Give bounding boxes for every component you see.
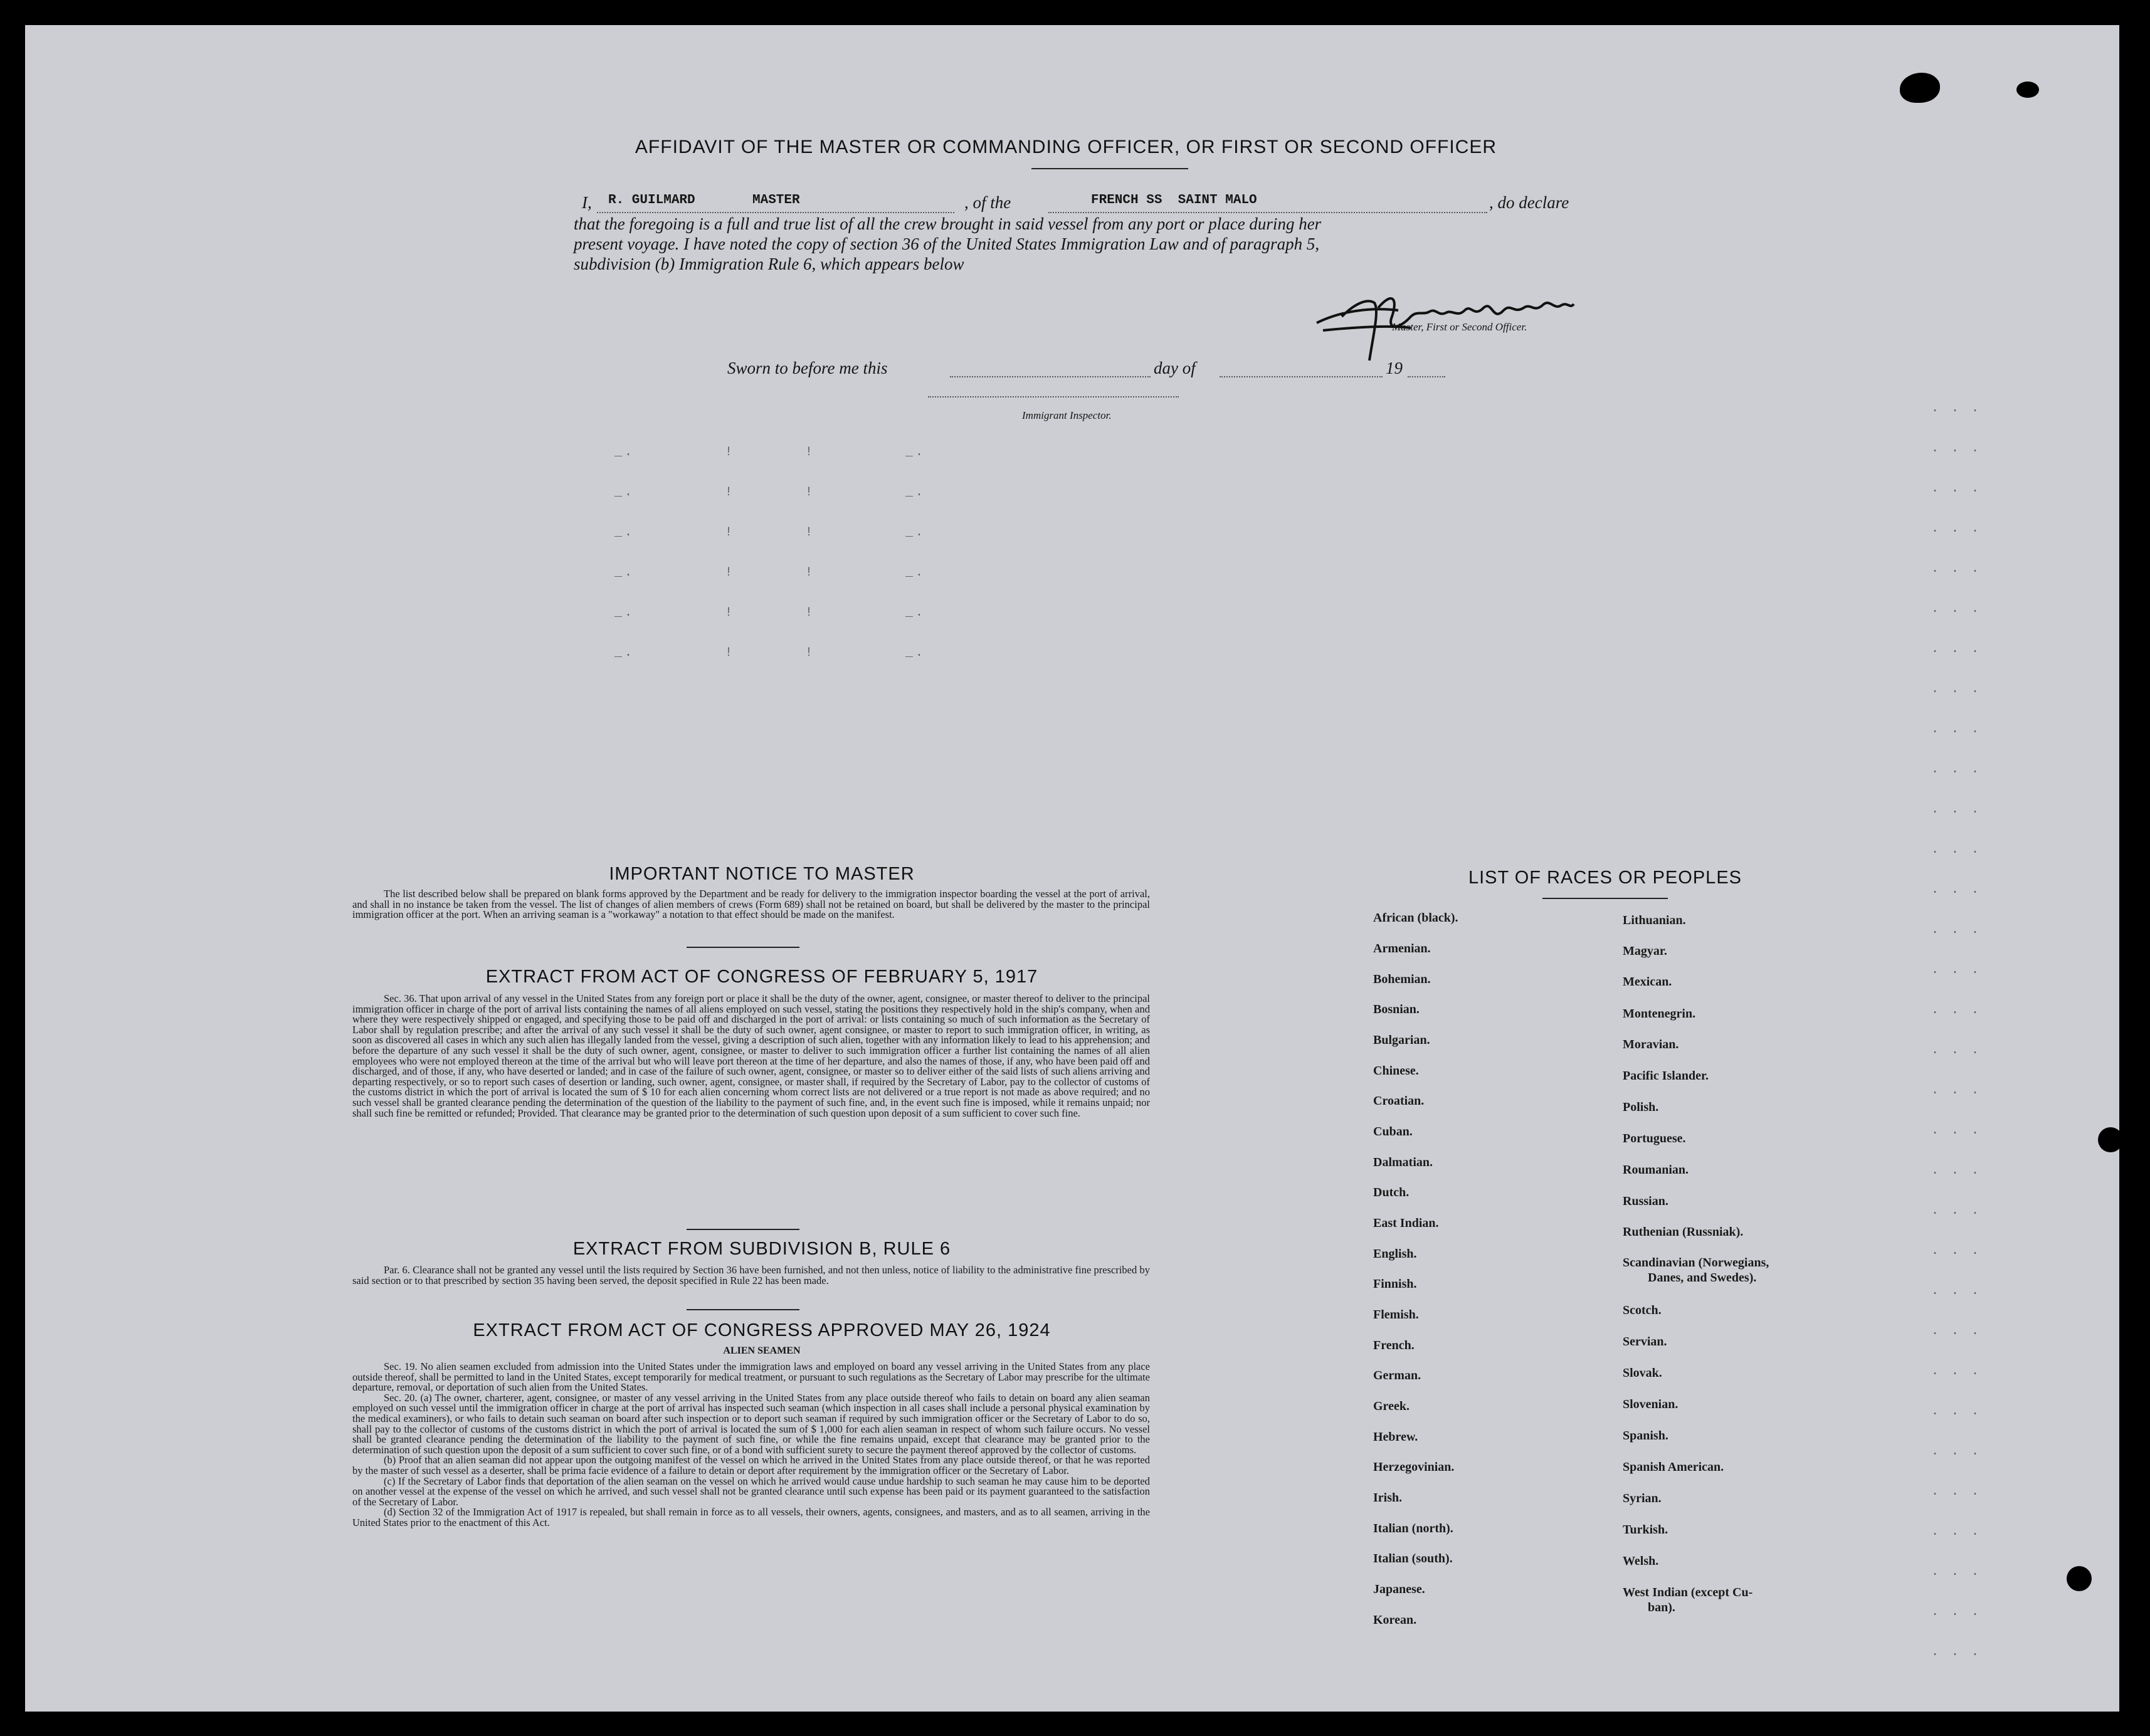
race-magyar: Magyar. xyxy=(1623,944,1667,958)
race-spanish: Spanish. xyxy=(1623,1429,1668,1443)
race-scandinavian: Scandinavian (Norwegians, xyxy=(1623,1256,1769,1270)
ink-blot-small xyxy=(2016,82,2039,98)
race-greek: Greek. xyxy=(1373,1399,1410,1413)
alien-seamen-subtitle: ALIEN SEAMEN xyxy=(723,1345,801,1356)
race-pacific-islander: Pacific Islander. xyxy=(1623,1069,1709,1083)
punch-hole-lower xyxy=(2067,1566,2092,1591)
sec-20a-text: Sec. 20. (a) The owner, charterer, agent, consignee, or master of any vessel arriving in the United States from any place outside thereof who fails to detain on board any alien seaman employed on such vessel until the immigration officer in charge at the port of arrival has inspected such seaman (which inspection in all cases shall include a personal physical examination by the medical examiners), or who fails to detain such seaman on board after such inspection or to deport such seaman if required by such immigration officer or the Secretary of Labor to do so, shall pay to the collector of customs of the customs district in which the port of arrival is located the sum of $ 1,000 for each alien seaman in respect of whom such failure occurs. No vessel shall be granted clearance pending the determination of the liability to the payment of such fine, or while the fine remains unpaid, except that clearance may be granted prior to the determination of such question upon the deposit of a sum sufficient to cover such fine, or of a bond with sufficient surety to secure the payment thereof approved by the collector of customs. xyxy=(352,1391,1150,1456)
race-japanese: Japanese. xyxy=(1373,1582,1425,1596)
signature-caption: Master, First or Second Officer. xyxy=(1392,321,1527,333)
races-rule xyxy=(1542,898,1668,899)
vessel-line xyxy=(1048,212,1487,213)
race-irish: Irish. xyxy=(1373,1491,1403,1505)
race-west-indian: West Indian (except Cu- xyxy=(1623,1586,1753,1599)
race-dalmatian: Dalmatian. xyxy=(1373,1155,1433,1169)
extract-1924-body xyxy=(352,1362,1150,1528)
races-title: LIST OF RACES OR PEOPLES xyxy=(1468,868,1742,888)
race-dutch: Dutch. xyxy=(1373,1186,1410,1199)
do-declare-label: , do declare xyxy=(1489,193,1569,212)
sec-20b-text: (b) Proof that an alien seaman did not appear upon the outgoing manifest of the vessel on which he arrived in the United States from any place outside thereof, or that he was reported by the master of such vessel as a deserter, shall be prima facie evidence of a failure to detain or deport after requirement by the immigration officer or the Secretary of Labor. xyxy=(352,1454,1150,1476)
race-bosnian: Bosnian. xyxy=(1373,1002,1420,1016)
affidavit-line-2: that the foregoing is a full and true list of all the crew brought in said vessel from any port or place during her xyxy=(574,214,1322,233)
year-line xyxy=(1408,376,1445,377)
sec-19-text: Sec. 19. No alien seamen excluded from admission into the United States under the immigration laws and employed on board any vessel arriving in the United States from any place outside thereof, shall be permitted to land in the United States, except temporarily for medical treatment, or pursuant to such regulations as the Secretary of Labor may prescribe for the ultimate departure, removal, or deportation of such alien from the United States. xyxy=(352,1360,1150,1394)
column-marks: _. ! ! _. _. ! ! _. _. ! ! _. _. ! ! _. _. ! ! _. _. ! ! _. xyxy=(614,445,926,660)
document-page xyxy=(25,25,2119,1712)
title-underline xyxy=(1031,168,1188,169)
rule6-text: Par. 6. Clearance shall not be granted any vessel until the lists required by Section 36 have been furnished, and not then unless, notice of liability to the administrative fine prescribed by said section or to that prescribed by section 35 having been served, the deposit specified in Rule 22 has been made. xyxy=(352,1264,1150,1286)
race-croatian: Croatian. xyxy=(1373,1094,1425,1108)
race-armenian: Armenian. xyxy=(1373,942,1431,955)
master-name: R. GUILMARD xyxy=(608,193,695,208)
race-west-indian-cont: ban). xyxy=(1648,1601,1675,1614)
notice-text: The list described below shall be prepared on blank forms approved by the Department and be ready for delivery to the immigration inspector boarding the vessel at the port of arrival, and shall in no instance be taken from the vessel. The list of changes of alien members of crews (Form 689) shall not be retained on board, but shall be delivered by the master to the principal immigration officer at the port. When an arriving seaman is a "workaway" a notation to that effect should be made on the manifest. xyxy=(352,888,1150,921)
affidavit-title: AFFIDAVIT OF THE MASTER OR COMMANDING OFFICER, OR FIRST OR SECOND OFFICER xyxy=(635,137,1497,157)
vessel-name: FRENCH SS SAINT MALO xyxy=(1091,193,1257,208)
race-english: English. xyxy=(1373,1247,1417,1261)
race-welsh: Welsh. xyxy=(1623,1554,1659,1568)
race-chinese: Chinese. xyxy=(1373,1064,1419,1078)
extract-1924-title: EXTRACT FROM ACT OF CONGRESS APPROVED MAY 26, 1924 xyxy=(473,1320,1051,1340)
punch-hole-upper xyxy=(2098,1127,2123,1152)
extract-1917-title: EXTRACT FROM ACT OF CONGRESS OF FEBRUARY 5, 1917 xyxy=(485,967,1038,987)
rule6-title: EXTRACT FROM SUBDIVISION B, RULE 6 xyxy=(572,1239,951,1259)
affidavit-line-4: subdivision (b) Immigration Rule 6, which appears below xyxy=(574,255,964,273)
race-turkish: Turkish. xyxy=(1623,1523,1668,1537)
sworn-label: Sworn to before me this xyxy=(727,359,888,377)
affidavit-line-3: present voyage. I have noted the copy of section 36 of the United States Immigration Law and of paragraph 5, xyxy=(574,234,1320,253)
race-roumanian: Roumanian. xyxy=(1623,1163,1689,1177)
race-polish: Polish. xyxy=(1623,1100,1659,1114)
race-portuguese: Portuguese. xyxy=(1623,1132,1686,1145)
race-mexican: Mexican. xyxy=(1623,975,1672,989)
race-flemish: Flemish. xyxy=(1373,1308,1419,1322)
sworn-day-line xyxy=(950,376,1151,377)
sec-20c-text: (c) If the Secretary of Labor finds that deportation of the alien seaman on the vessel on which he arrived would cause undue hardship to such seaman he may cause him to be deported on another vessel at the expense of the vessel on which he arrived, and such vessel shall not be granted clearance until such expense has been paid or its payment guaranteed to the satisfaction of the Secretary of Labor. xyxy=(352,1475,1150,1508)
race-italian-south: Italian (south). xyxy=(1373,1552,1453,1565)
race-spanish-american: Spanish American. xyxy=(1623,1460,1724,1474)
master-signature xyxy=(1304,273,1630,367)
day-of-label: day of xyxy=(1154,359,1196,377)
race-french: French. xyxy=(1373,1339,1415,1352)
extract-1917-text: Sec. 36. That upon arrival of any vessel in the United States from any foreign port or place it shall be the duty of the owner, agent, consignee, or master thereof to deliver to the principal immigration officer in charge of the port of arrival lists containing the names of all aliens employed on such vessel, stating the positions they respectively hold in the ship's company, when and where they were respectively shipped or engaged, and specifying those to be paid off and discharged in the port of arrival: or lists containing so much of such information as the Secretary of Labor shall by regulation prescribe; and after the arrival of any such vessel it shall be the duty of such owner, agent consignee, or master to report to such immigration officer, in writing, as soon as discovered all cases in which any such alien has illegally landed from the vessel, giving a description of such alien, together with any information likely to lead to his apprehension; and before the departure of any such vessel it shall be the duty of such owner, agent, consignee, or master to deliver to such immigration officer a further list containing the names of all alien employees who were not employed thereon at the time of the arrival but who will leave port thereon at the time of her departure, and also the names of those, if any, who have been paid off and discharged, and of those, if any, who have deserted or landed; and in case of the failure of such owner, agent, consignee, or master so to deliver either of the said lists of such aliens arriving and departing respectively, or so to report such cases of desertion or landing, such owner, agent, consignee, or master shall, if required by the Secretary of Labor, pay to the collector of customs of the customs district in which the port of arrival is located the sum of $ 10 for each alien concerning whom correct lists are not delivered or a true report is not made as above required; and no such vessel shall be granted clearance pending the determination of the question of the liability to the payment of such fine, and, in the event such fine is imposed, while it remains unpaid; nor shall such fine be remitted or refunded; Provided. That clearance may be granted prior to the determination of such question upon deposit of a sum sufficient to cover such fine. xyxy=(352,992,1150,1119)
race-cuban: Cuban. xyxy=(1373,1125,1413,1139)
race-herzegovinian: Herzegovinian. xyxy=(1373,1460,1455,1474)
notice-title: IMPORTANT NOTICE TO MASTER xyxy=(609,864,915,884)
ink-blot xyxy=(1900,73,1940,103)
right-column-marks: . . . . . . . . . . . . . . . . . . . . . . . . . . . . . . . . . . . . . . . . . . . . . . . . . . . . . . . . . . . . . . . . . . . . . . . . . . . . . . . . . . . . . . . . . . . . . . . . xyxy=(1931,401,1982,1660)
race-slovenian: Slovenian. xyxy=(1623,1397,1678,1411)
race-italian-north: Italian (north). xyxy=(1373,1522,1453,1535)
race-montenegrin: Montenegrin. xyxy=(1623,1007,1696,1021)
race-bulgarian: Bulgarian. xyxy=(1373,1033,1430,1047)
race-bohemian: Bohemian. xyxy=(1373,972,1431,986)
race-scandinavian-cont: Danes, and Swedes). xyxy=(1648,1271,1757,1285)
race-scotch: Scotch. xyxy=(1623,1303,1662,1317)
inspector-line xyxy=(928,396,1179,397)
of-the-label: , of the xyxy=(964,193,1011,212)
master-rank: MASTER xyxy=(752,193,800,208)
race-syrian: Syrian. xyxy=(1623,1491,1662,1505)
race-hebrew: Hebrew. xyxy=(1373,1430,1418,1444)
sworn-month-line xyxy=(1220,376,1383,377)
i-label: I, xyxy=(582,193,592,212)
name-line xyxy=(597,212,954,213)
extract-1917-rule xyxy=(687,1229,799,1230)
race-moravian: Moravian. xyxy=(1623,1038,1679,1051)
race-finnish: Finnish. xyxy=(1373,1277,1417,1291)
sec-20d-text: (d) Section 32 of the Immigration Act of 1917 is repealed, but shall remain in force as to all vessels, their owners, agents, consignees, and masters, and as to all seamen, arriving in the United States prior to the enactment of this Act. xyxy=(352,1506,1150,1528)
race-korean: Korean. xyxy=(1373,1613,1417,1627)
year-label: 19 xyxy=(1386,359,1403,377)
race-slovak: Slovak. xyxy=(1623,1366,1662,1380)
race-lithuanian: Lithuanian. xyxy=(1623,913,1686,927)
race-east-indian: East Indian. xyxy=(1373,1216,1439,1230)
inspector-caption: Immigrant Inspector. xyxy=(1022,409,1112,421)
race-ruthenian: Ruthenian (Russniak). xyxy=(1623,1225,1744,1239)
notice-rule xyxy=(687,947,799,948)
race-russian: Russian. xyxy=(1623,1194,1668,1208)
rule6-rule xyxy=(687,1309,799,1310)
race-servian: Servian. xyxy=(1623,1335,1667,1349)
race-german: German. xyxy=(1373,1369,1421,1382)
race-african: African (black). xyxy=(1373,911,1458,925)
